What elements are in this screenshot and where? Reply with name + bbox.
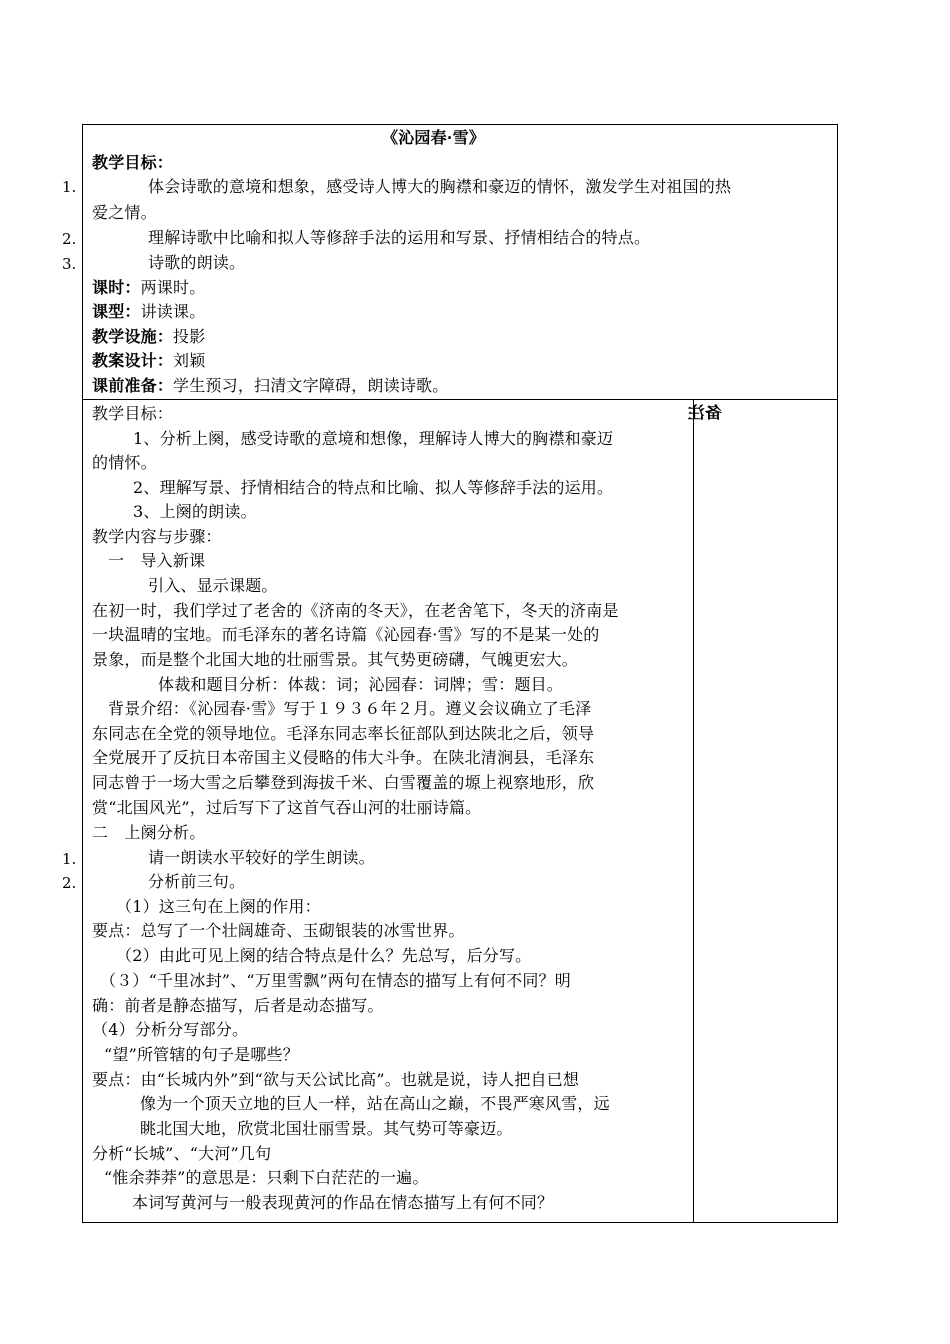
meta-label: 课前准备 xyxy=(92,376,157,395)
body-line: 分析“长城”、“大河”几句 xyxy=(92,1144,272,1163)
body-line: （1）这三句在上阕的作用： xyxy=(116,897,321,916)
objective-number-3: 3. xyxy=(62,255,77,273)
meta-colon: ： xyxy=(124,302,141,321)
section-divider xyxy=(82,399,838,400)
body-line: 体裁和题目分析：体裁：词；沁园春：词牌；雪：题目。 xyxy=(158,675,564,694)
table-left-border xyxy=(82,124,83,1223)
meta-facilities xyxy=(92,326,205,348)
meta-label: 课型 xyxy=(92,302,125,321)
body-line: 教学目标： xyxy=(92,404,174,423)
body-step-number-1: 1. xyxy=(62,850,77,868)
meta-preparation xyxy=(92,375,448,397)
body-line: 全党展开了反抗日本帝国主义侵略的伟大斗争。在陕北清涧县，毛泽东 xyxy=(92,748,595,767)
meta-label: 教案设计 xyxy=(92,351,157,370)
notes-column-divider xyxy=(693,399,694,1223)
body-line: （4）分析分写部分。 xyxy=(92,1020,249,1039)
body-line: 引入、显示课题。 xyxy=(148,576,278,595)
meta-value: 两课时。 xyxy=(140,278,206,297)
body-line: 同志曾于一场大雪之后攀登到海拔千米、白雪覆盖的塬上视察地形，欣 xyxy=(92,773,595,792)
meta-lesson-type xyxy=(92,301,205,323)
meta-label: 课时 xyxy=(92,278,125,297)
meta-value: 投影 xyxy=(173,327,206,346)
objective-1-line-1: 体会诗歌的意境和想象，感受诗人博大的胸襟和豪迈的情怀，激发学生对祖国的热 xyxy=(148,177,732,196)
meta-value: 刘颖 xyxy=(173,351,206,370)
meta-colon: ： xyxy=(156,327,174,346)
objective-2-line-1: 理解诗歌中比喻和拟人等修辞手法的运用和写景、抒情相结合的特点。 xyxy=(148,228,651,247)
body-line: 在初一时，我们学过了老舍的《济南的冬天》，在老舍笔下，冬天的济南是 xyxy=(92,601,619,620)
body-line: “望”所管辖的句子是哪些？ xyxy=(104,1045,299,1064)
body-line: 眺北国大地，欣赏北国壮丽雪景。其气势可等豪迈。 xyxy=(140,1119,513,1138)
body-line: 确：前者是静态描写，后者是动态描写。 xyxy=(92,996,384,1015)
objective-number-1: 1. xyxy=(62,178,77,196)
meta-class-hours xyxy=(92,277,205,299)
body-line: 像为一个顶天立地的巨人一样，站在高山之巅，不畏严寒风雪，远 xyxy=(140,1094,610,1113)
body-line: 一块温晴的宝地。而毛泽东的著名诗篇《沁园春·雪》写的不是某一处的 xyxy=(92,625,600,644)
objective-1-line-2: 爱之情。 xyxy=(92,203,157,222)
body-line: 的情怀。 xyxy=(92,453,157,472)
notes-header: 备注 xyxy=(687,403,722,422)
meta-designer xyxy=(92,350,205,372)
body-line: 请一朗读水平较好的学生朗读。 xyxy=(148,848,375,867)
body-line: 2、理解写景、抒情相结合的特点和比喻、拟人等修辞手法的运用。 xyxy=(133,478,614,497)
body-step-number-2: 2. xyxy=(62,874,77,892)
body-line: 一 导入新课 xyxy=(108,551,206,570)
objective-3-line-1: 诗歌的朗读。 xyxy=(148,253,246,272)
meta-value: 学生预习，扫清文字障碍，朗读诗歌。 xyxy=(173,376,449,395)
body-line: （2）由此可见上阕的结合特点是什么？先总写，后分写。 xyxy=(116,946,532,965)
meta-value: 讲读课。 xyxy=(140,302,206,321)
body-line: 赏“北国风光”，过后写下了这首气吞山河的壮丽诗篇。 xyxy=(92,798,482,817)
body-line: 要点：由“长城内外”到“欲与天公试比高”。也就是说，诗人把自已想 xyxy=(92,1070,580,1089)
body-line: 分析前三句。 xyxy=(148,872,246,891)
objective-number-2: 2. xyxy=(62,230,77,248)
body-line: 1、分析上阕，感受诗歌的意境和想像，理解诗人博大的胸襟和豪迈 xyxy=(133,429,614,448)
objectives-label: 教学目标： xyxy=(92,153,174,172)
meta-colon: ： xyxy=(156,351,174,370)
body-line: 景象，而是整个北国大地的壮丽雪景。其气势更磅礴，气魄更宏大。 xyxy=(92,650,579,669)
body-line: 本词写黄河与一般表现黄河的作品在情态描写上有何不同？ xyxy=(132,1193,554,1212)
body-line: 教学内容与步骤： xyxy=(92,527,222,546)
body-line: “惟余莽莽”的意思是：只剩下白茫茫的一遍。 xyxy=(104,1168,429,1187)
lesson-title: 《沁园春·雪》 xyxy=(382,128,485,147)
meta-colon: ： xyxy=(156,376,174,395)
meta-colon: ： xyxy=(124,278,141,297)
table-right-border xyxy=(837,124,838,1223)
body-line: 要点：总写了一个壮阔雄奇、玉砌银装的冰雪世界。 xyxy=(92,921,465,940)
meta-label: 教学设施 xyxy=(92,327,157,346)
body-line: 背景介绍：《沁园春·雪》写于１９３６年２月。遵义会议确立了毛泽 xyxy=(108,699,592,718)
body-line: 二 上阕分析。 xyxy=(92,823,206,842)
table-top-border xyxy=(82,124,838,125)
body-line: 3、上阕的朗读。 xyxy=(133,502,257,521)
body-line: 东同志在全党的领导地位。毛泽东同志率长征部队到达陕北之后，领导 xyxy=(92,724,595,743)
table-bottom-border xyxy=(82,1222,838,1223)
body-line: （３）“千里冰封”、“万里雪飘”两句在情态的描写上有何不同？明 xyxy=(100,971,571,990)
